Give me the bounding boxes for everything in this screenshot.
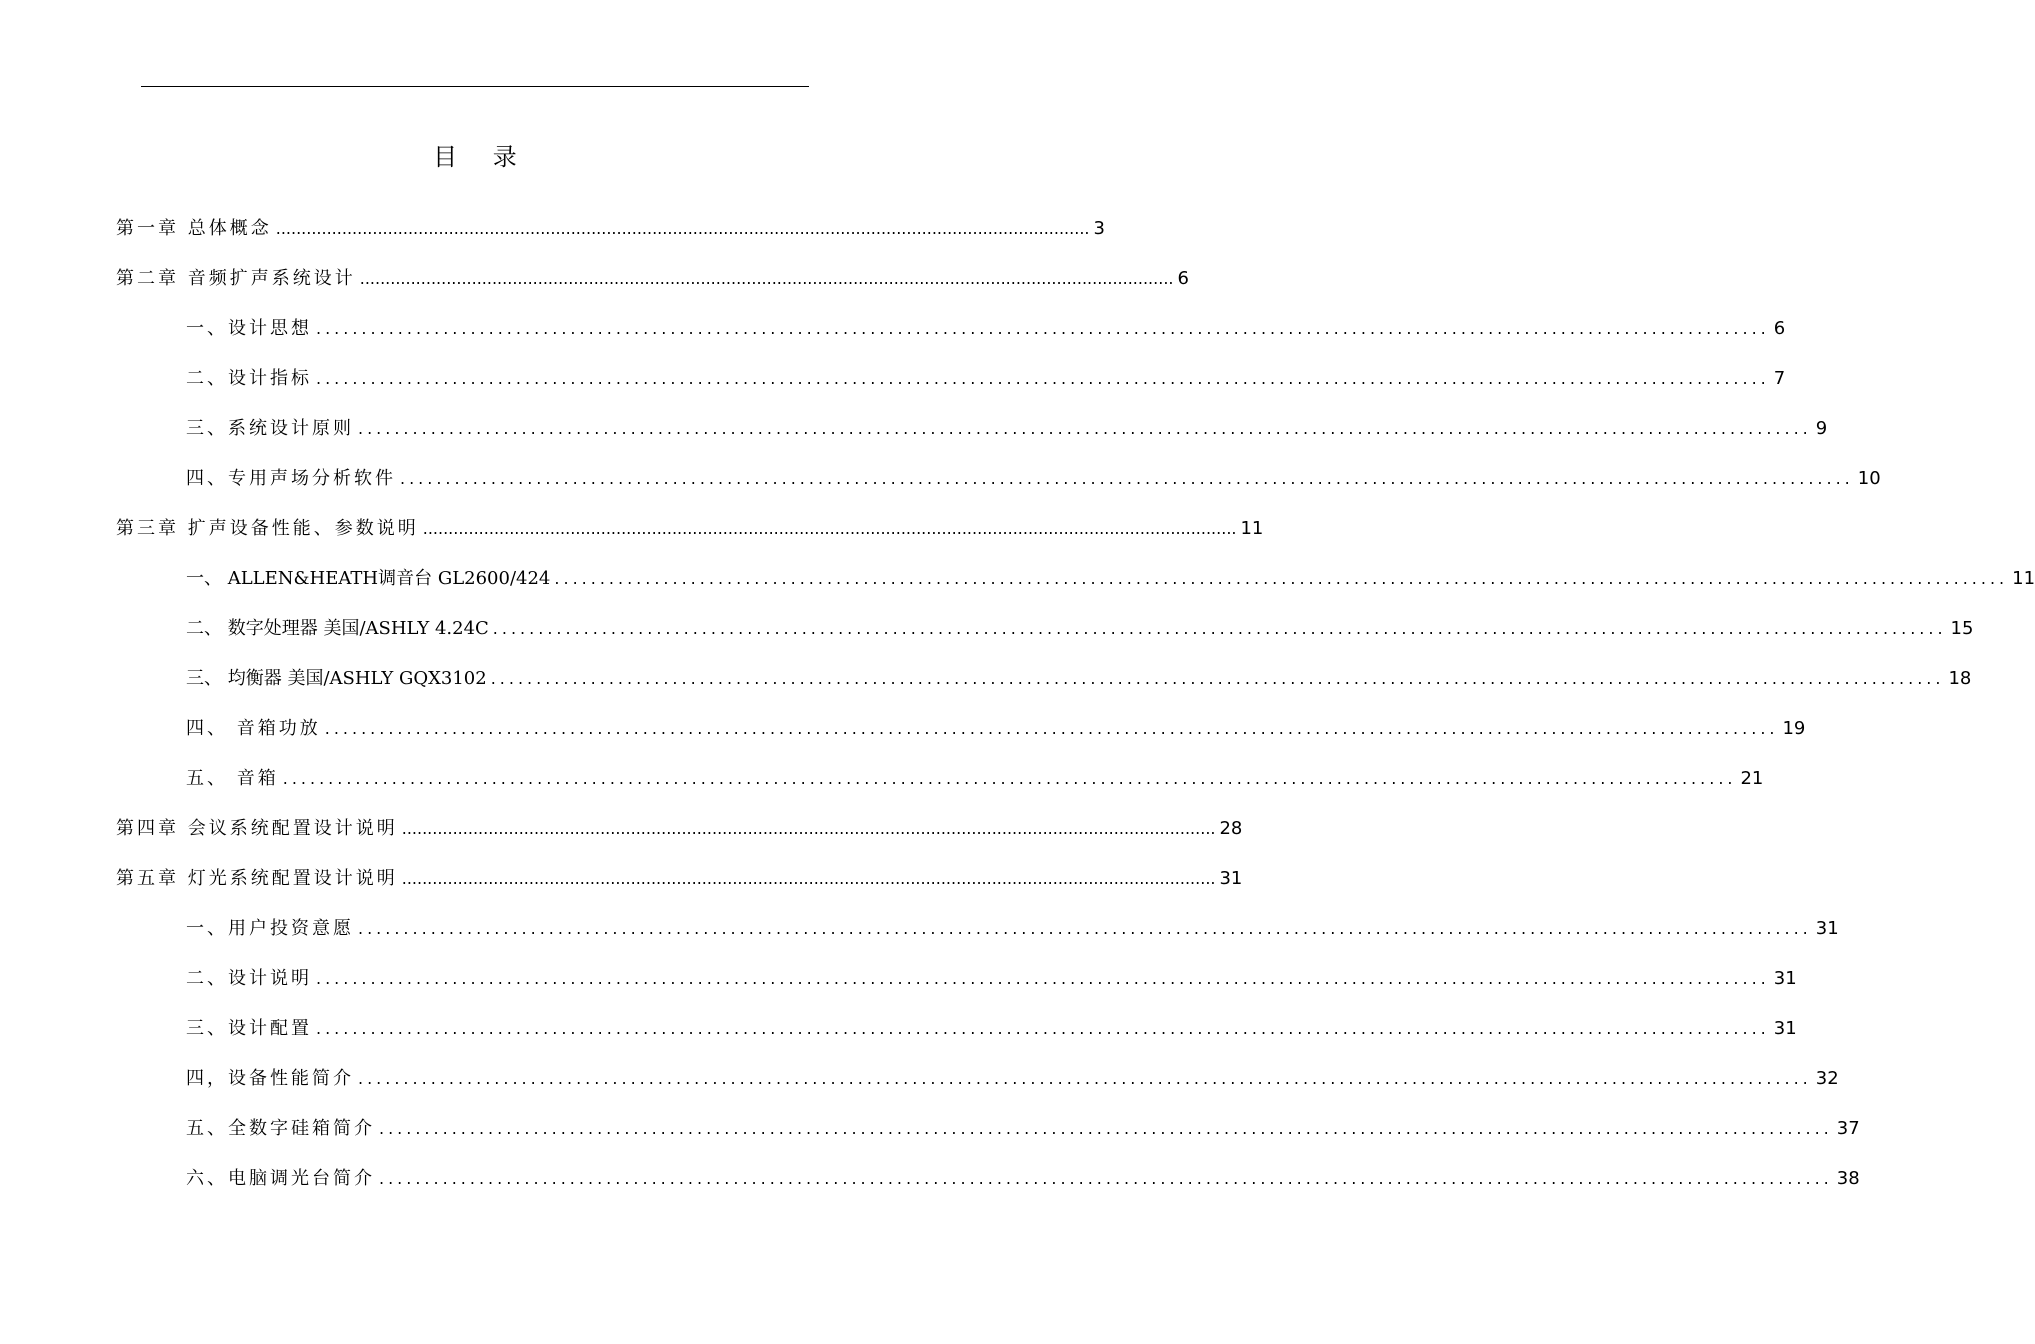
toc-entry-label: 四，设备性能简介 — [186, 1068, 354, 1089]
dot-leader: ................................................................................................................................................................ — [316, 969, 1770, 988]
dot-leader: ................................................................................................................................................................ — [401, 819, 1216, 838]
dot-leader: ................................................................................................................................................................ — [490, 669, 1945, 688]
toc-entry-label: 五、 音箱 — [186, 768, 279, 789]
toc-entry-label: 三、设计配置 — [186, 1018, 312, 1039]
toc-entry-label: 三、系统设计原则 — [186, 418, 354, 439]
toc-entry-label: 第一章 总体概念 — [116, 218, 272, 239]
toc-entry-section[interactable] — [186, 410, 1828, 440]
toc-entry-section[interactable] — [186, 310, 1786, 340]
header-rule — [141, 86, 809, 87]
toc-entry-section[interactable] — [186, 660, 1972, 690]
dot-leader: ................................................................................................................................................................ — [422, 519, 1237, 538]
toc-entry-label: 四、专用声场分析软件 — [186, 468, 396, 489]
toc-page-number: 31 — [1773, 1018, 1797, 1039]
dot-leader: ................................................................................................................................................................ — [379, 1119, 1833, 1138]
toc-page-number: 31 — [1815, 918, 1839, 939]
toc-entry-label: 一、用户投资意愿 — [186, 918, 354, 939]
toc-page-number: 10 — [1857, 468, 1881, 489]
toc-page-number: 31 — [1219, 868, 1243, 889]
toc-entry-section[interactable] — [186, 710, 1806, 740]
toc-page-number: 6 — [1773, 318, 1786, 339]
dot-leader: ................................................................................................................................................................ — [316, 369, 1770, 388]
toc-entry-section[interactable] — [186, 560, 2035, 590]
toc-entry-section[interactable] — [186, 1110, 1860, 1140]
toc-entry-label: 一、 ALLEN&HEATH调音台 GL2600/424 — [186, 568, 551, 589]
dot-leader: ................................................................................................................................................................ — [379, 1169, 1833, 1188]
toc-entry-label: 第三章 扩声设备性能、参数说明 — [116, 518, 419, 539]
toc-page-number: 28 — [1219, 818, 1243, 839]
dot-leader: ................................................................................................................................................................ — [324, 719, 1779, 738]
toc-entry-chapter-1[interactable] — [116, 210, 1105, 240]
dot-leader: ................................................................................................................................................................ — [316, 319, 1770, 338]
toc-page-number: 38 — [1836, 1168, 1860, 1189]
toc-entry-label: 一、设计思想 — [186, 318, 312, 339]
toc-entry-section[interactable] — [186, 760, 1764, 790]
toc-page-number: 32 — [1815, 1068, 1839, 1089]
toc-page-number: 18 — [1948, 668, 1972, 689]
toc-page-number: 19 — [1782, 718, 1806, 739]
toc-entry-label: 五、全数字硅箱简介 — [186, 1118, 375, 1139]
toc-entry-section[interactable] — [186, 960, 1797, 990]
toc-entry-chapter-2[interactable] — [116, 260, 1189, 290]
dot-leader: ................................................................................................................................................................ — [401, 869, 1216, 888]
toc-entry-chapter-4[interactable] — [116, 810, 1243, 840]
toc-entry-label: 第二章 音频扩声系统设计 — [116, 268, 356, 289]
toc-title: 目 录 — [433, 143, 531, 171]
dot-leader: ................................................................................................................................................................ — [358, 919, 1812, 938]
toc-page-number: 11 — [2012, 568, 2035, 589]
toc-page-number: 15 — [1950, 618, 1974, 639]
toc-entry-section[interactable] — [186, 610, 1974, 640]
toc-entry-label: 二、设计说明 — [186, 968, 312, 989]
toc-entry-label: 二、设计指标 — [186, 368, 312, 389]
toc-entry-section[interactable] — [186, 1010, 1797, 1040]
dot-leader: ................................................................................................................................................................ — [492, 619, 1947, 638]
dot-leader: ................................................................................................................................................................ — [275, 219, 1090, 238]
dot-leader: ................................................................................................................................................................ — [316, 1019, 1770, 1038]
toc-page-number: 31 — [1773, 968, 1797, 989]
toc-page-number: 21 — [1740, 768, 1764, 789]
toc-page-number: 6 — [1177, 268, 1189, 289]
dot-leader: ................................................................................................................................................................ — [358, 1069, 1812, 1088]
toc-entry-label: 二、 数字处理器 美国/ASHLY 4.24C — [186, 618, 489, 639]
dot-leader: ................................................................................................................................................................ — [282, 769, 1737, 788]
toc-page-number: 11 — [1240, 518, 1264, 539]
toc-entry-chapter-5[interactable] — [116, 860, 1243, 890]
toc-entry-section[interactable] — [186, 1160, 1860, 1190]
toc-entry-section[interactable] — [186, 1060, 1839, 1090]
dot-leader: ................................................................................................................................................................ — [359, 269, 1174, 288]
toc-page-number: 9 — [1815, 418, 1828, 439]
toc-entry-label: 三、 均衡器 美国/ASHLY GQX3102 — [186, 668, 487, 689]
toc-entry-label: 四、 音箱功放 — [186, 718, 321, 739]
dot-leader: ................................................................................................................................................................ — [358, 419, 1812, 438]
toc-page-number: 37 — [1836, 1118, 1860, 1139]
toc-entry-section[interactable] — [186, 910, 1839, 940]
toc-entry-section[interactable] — [186, 460, 1881, 490]
toc-entry-section[interactable] — [186, 360, 1786, 390]
toc-entry-label: 六、电脑调光台简介 — [186, 1168, 375, 1189]
toc-entry-label: 第四章 会议系统配置设计说明 — [116, 818, 398, 839]
dot-leader: ................................................................................................................................................................ — [400, 469, 1854, 488]
dot-leader: ................................................................................................................................................................ — [554, 569, 2009, 588]
toc-page-number: 3 — [1093, 218, 1105, 239]
toc-page-number: 7 — [1773, 368, 1786, 389]
toc-entry-chapter-3[interactable] — [116, 510, 1264, 540]
toc-entry-label: 第五章 灯光系统配置设计说明 — [116, 868, 398, 889]
